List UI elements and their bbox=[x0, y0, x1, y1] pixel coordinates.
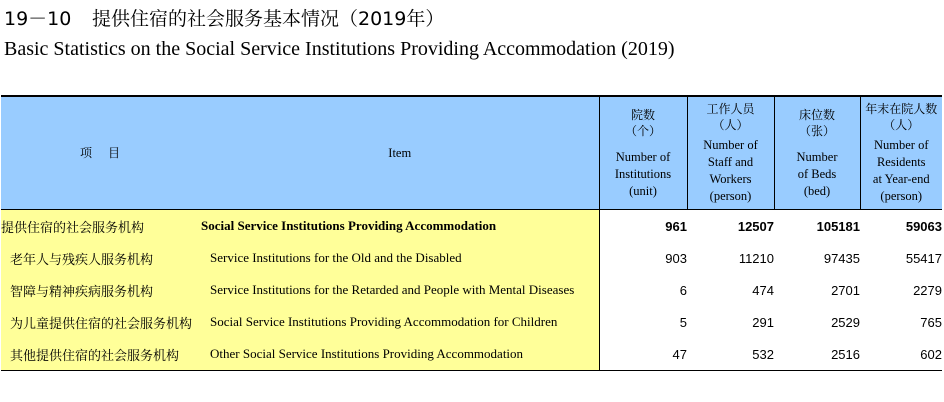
row-item-en: Social Service Institutions Providing Accommodation bbox=[201, 210, 599, 243]
row-item-cn: 其他提供住宿的社会服务机构 bbox=[1, 338, 201, 371]
cell-residents: 765 bbox=[920, 314, 942, 330]
table-row bbox=[1, 274, 942, 306]
cell-beds: 105181 bbox=[816, 218, 860, 234]
column-header-beds: 床位数 （张） Number of Beds (bed) bbox=[774, 96, 860, 210]
row-item-cn: 提供住宿的社会服务机构 bbox=[1, 210, 201, 243]
statistics-table bbox=[1, 95, 942, 371]
table-number: 19－10 bbox=[4, 8, 72, 30]
table-row bbox=[1, 338, 942, 371]
cell-beds: 2701 bbox=[831, 282, 860, 298]
cell-residents: 55417 bbox=[905, 250, 942, 266]
row-item-cn: 为儿童提供住宿的社会服务机构 bbox=[1, 306, 201, 338]
cell-residents: 2279 bbox=[913, 282, 942, 298]
title-cn-text: 提供住宿的社会服务基本情况（2019年） bbox=[92, 8, 445, 30]
table-title-cn bbox=[4, 6, 444, 32]
cell-staff: 12507 bbox=[737, 218, 774, 234]
cell-beds: 97435 bbox=[823, 250, 860, 266]
cell-institutions: 6 bbox=[679, 282, 687, 298]
column-header-institutions: 院数 （个） Number of Institutions (unit) bbox=[599, 96, 687, 210]
cell-staff: 291 bbox=[752, 314, 774, 330]
column-header-item-cn: 项 目 bbox=[1, 96, 201, 210]
row-item-cn: 智障与精神疾病服务机构 bbox=[1, 274, 201, 306]
row-item-en: Service Institutions for the Retarded and People with Mental Diseases bbox=[201, 274, 599, 306]
column-header-staff: 工作人员 （人） Number of Staff and Workers (person) bbox=[687, 96, 774, 210]
cell-institutions: 961 bbox=[665, 218, 687, 234]
table-row-total bbox=[1, 210, 942, 243]
cell-institutions: 5 bbox=[679, 314, 687, 330]
cell-staff: 532 bbox=[687, 338, 774, 371]
row-item-en: Social Service Institutions Providing Accommodation for Children bbox=[201, 306, 599, 338]
row-item-en: Service Institutions for the Old and the Disabled bbox=[201, 242, 599, 274]
row-item-en: Other Social Service Institutions Providing Accommodation bbox=[201, 338, 599, 371]
table-header-row bbox=[1, 96, 942, 210]
cell-residents: 602 bbox=[860, 338, 942, 371]
column-header-residents: 年末在院人数 （人） Number of Residents at Year-end (person) bbox=[860, 96, 942, 210]
table-row bbox=[1, 242, 942, 274]
cell-residents: 59063 bbox=[905, 218, 942, 234]
row-item-cn: 老年人与残疾人服务机构 bbox=[1, 242, 201, 274]
table-title-en: Basic Statistics on the Social Service Institutions Providing Accommodation (2019) bbox=[4, 38, 675, 60]
cell-beds: 2529 bbox=[831, 314, 860, 330]
cell-institutions: 903 bbox=[665, 250, 687, 266]
cell-staff: 11210 bbox=[738, 250, 774, 266]
cell-staff: 474 bbox=[752, 282, 774, 298]
cell-beds: 2516 bbox=[774, 338, 860, 371]
column-header-item-en: Item bbox=[201, 96, 599, 210]
cell-institutions: 47 bbox=[599, 338, 687, 371]
table-row bbox=[1, 306, 942, 338]
